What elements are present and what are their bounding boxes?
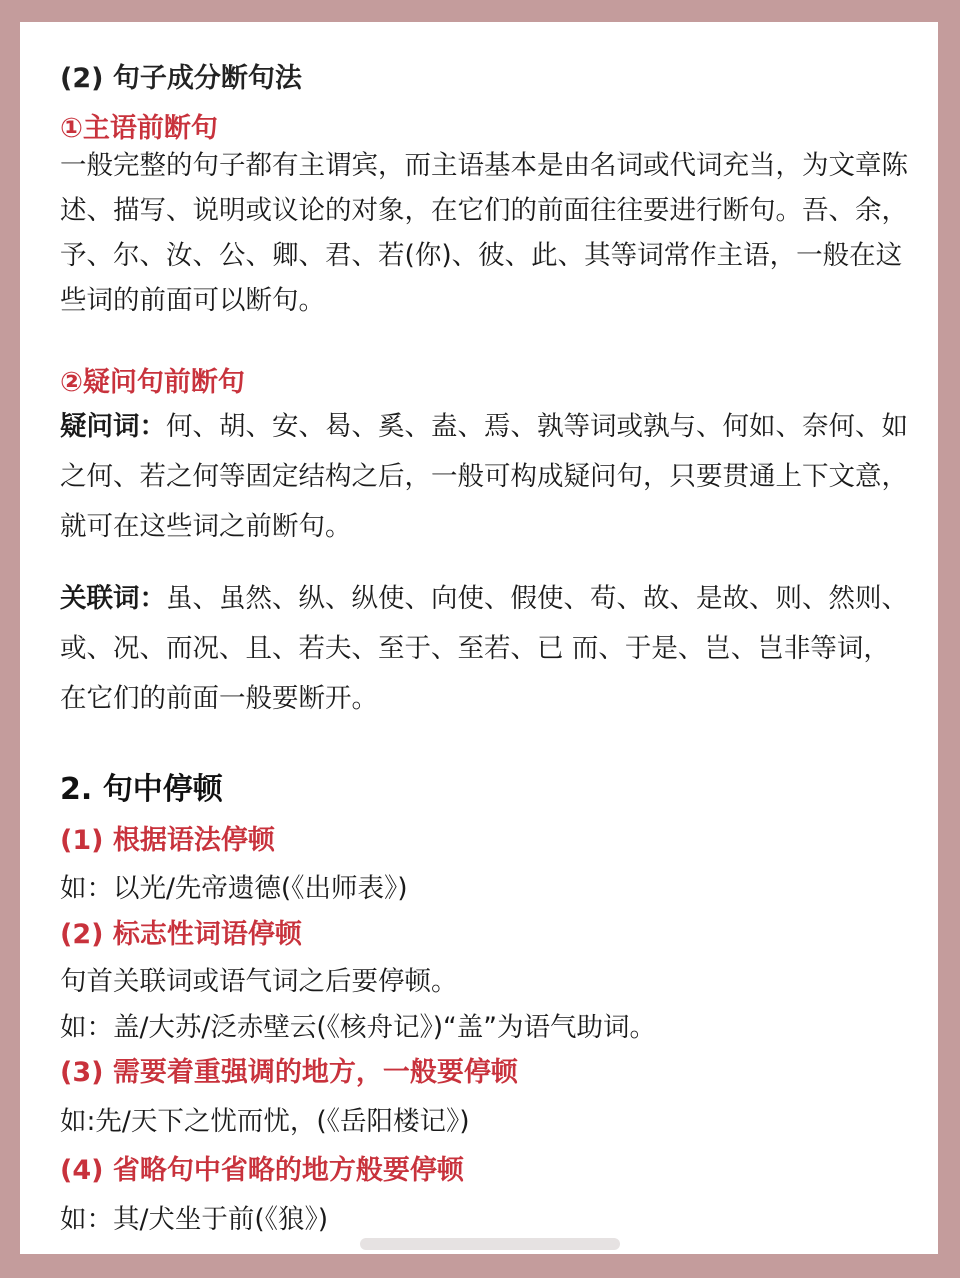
paragraph-subject: 一般完整的句子都有主谓宾，而主语基本是由名词或代词充当，为文章陈述、描写、说明或议论的对象，在它们的前面往往要进行断句。吾、余，予、尔、汝、公、卿、君、若(你)、彼、此、其等词常作主语，一般在这些词的前面可以断句。 xyxy=(60,150,908,316)
question-body: 何、胡、安、曷、奚、盍、焉、孰等词或孰与、何如、奈何、如之何、若之何等固定结构之后，一般可构成疑问句，只要贯通上下文意，就可在这些词之前断句。 xyxy=(60,411,908,542)
subheading-marker-pause: (2) 标志性词语停顿 xyxy=(60,919,302,950)
section-heading-sentence-components: (2) 句子成分断句法 xyxy=(60,63,302,94)
desc-marker-pause: 句首关联词或语气词之后要停顿。 xyxy=(60,966,458,997)
conjunction-body: 虽、虽然、纵、纵使、向使、假使、苟、故、是故、则、然则、或、况、而况、且、若夫、至于、至若、已 而、于是、岂、岂非等词，在它们的前面一般要断开。 xyxy=(60,583,908,714)
subheading-emphasis-pause: (3) 需要着重强调的地方，一般要停顿 xyxy=(60,1057,518,1088)
example-ellipsis-pause: 如：其/犬坐于前(《狼》) xyxy=(60,1204,329,1235)
paragraph-question xyxy=(60,402,910,552)
conjunction-label: 关联词： xyxy=(60,583,166,614)
example-emphasis-pause: 如:先/天下之忧而忧，(《岳阳楼记》) xyxy=(60,1106,470,1137)
example-marker-pause: 如：盖/大苏/泛赤壁云(《核舟记》)“盖”为语气助词。 xyxy=(60,1012,656,1043)
subheading-question: ②疑问句前断句 xyxy=(60,367,245,398)
section-heading-pause: 2. 句中停顿 xyxy=(60,772,223,807)
example-grammar-pause: 如：以光/先帝遗德(《出师表》) xyxy=(60,873,408,904)
subheading-ellipsis-pause: (4) 省略句中省略的地方般要停顿 xyxy=(60,1155,464,1186)
question-label: 疑问词： xyxy=(60,411,166,442)
subheading-grammar-pause: (1) 根据语法停顿 xyxy=(60,825,275,856)
subheading-subject: ①主语前断句 xyxy=(60,113,218,144)
watermark xyxy=(360,1238,620,1250)
paragraph-conjunction xyxy=(60,574,910,724)
document-page xyxy=(20,22,938,1254)
